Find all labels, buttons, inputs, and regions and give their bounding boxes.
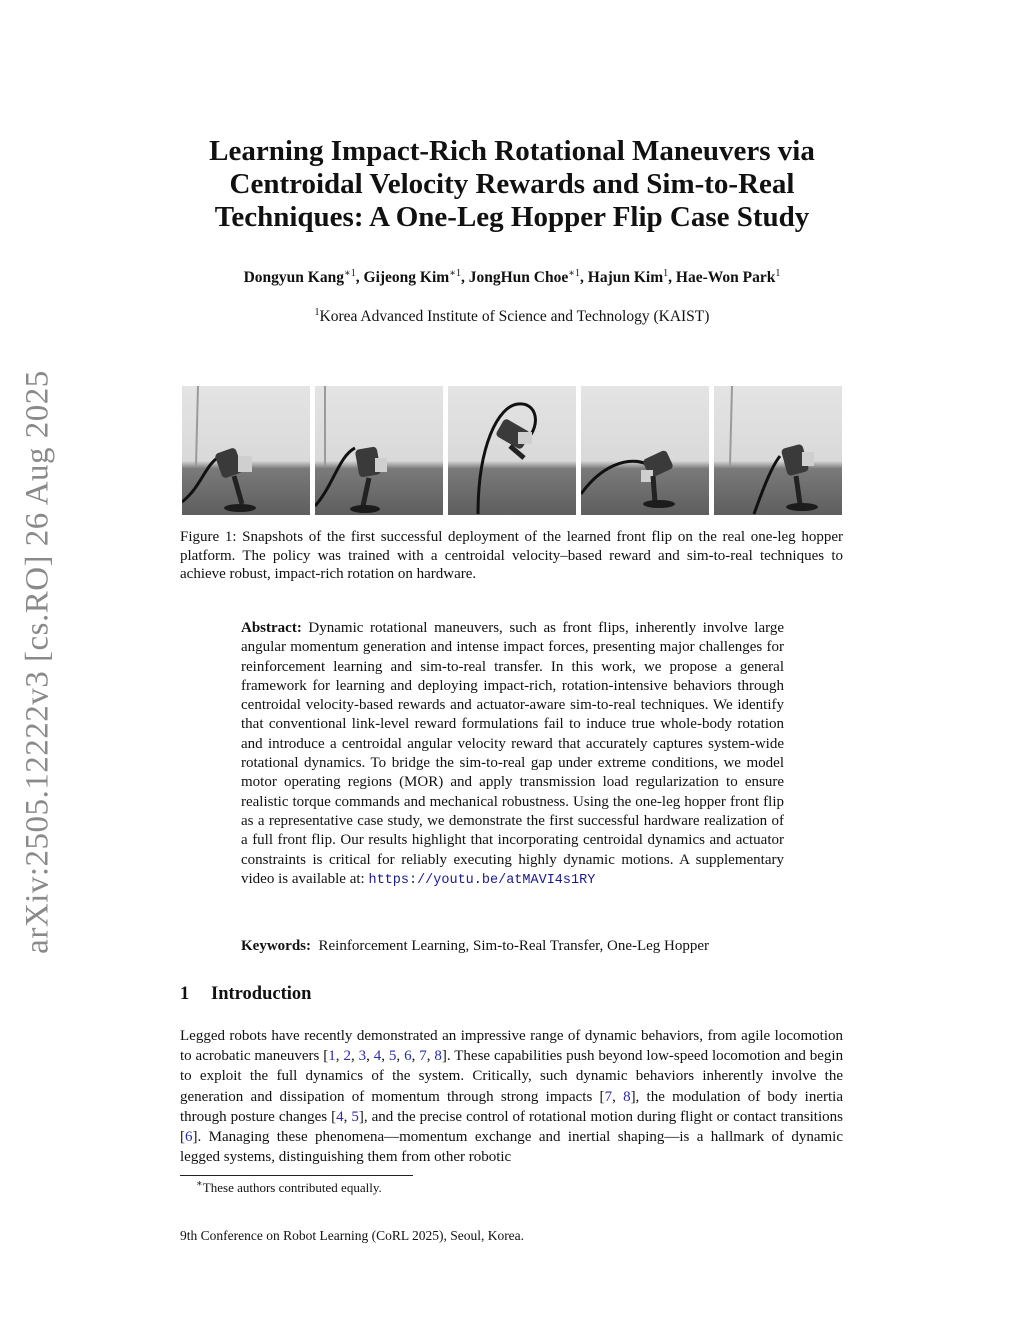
- arxiv-side-label: [8, 367, 68, 957]
- conference-note: 9th Conference on Robot Learning (CoRL 2025), Seoul, Korea.: [180, 1228, 525, 1243]
- citation-link[interactable]: 1: [328, 1048, 336, 1065]
- intro-paragraph: Legged robots have recently demonstrated an impressive range of dynamic behaviors, from agile locomotion to acrobatic maneuvers [1, 2, 3, 4, 5, 6, 7, 8]. These capabilities push beyond low-speed locomotion and begin to exploit the full dynamics of the system. Critically, such dynamic behaviors inherently involve the generation and dissipation of momentum through strong impacts [7, 8], the modulation of body inertia through posture changes [4, 5], and the precise control of rotational motion during flight or contact transitions [6]. Managing these phenomena—momentum exchange and inertial shaping—is a hallmark of dynamic legged systems, distinguishing them from other robotic: [180, 1028, 844, 1166]
- hopper-illustration: [714, 386, 842, 515]
- abstract: [241, 619, 784, 890]
- author: Gijeong Kim$^{∗1}$: [363, 267, 461, 286]
- footnote-rule: [180, 1175, 413, 1176]
- figure-photo-3: [448, 386, 576, 515]
- section-heading: [180, 982, 311, 1006]
- citation-link[interactable]: 5: [388, 1048, 397, 1065]
- paper-title: [150, 135, 874, 234]
- title-line: Learning Impact-Rich Rotational Maneuvers via: [209, 135, 815, 167]
- figure-photo-2: [315, 386, 443, 515]
- citation-link[interactable]: 6: [185, 1129, 193, 1146]
- hopper-illustration: [448, 386, 576, 515]
- figure-photo-4: [581, 386, 709, 515]
- figure-photo-5: [714, 386, 842, 515]
- author: Hajun Kim$^1$: [587, 267, 669, 286]
- citation-link[interactable]: 8: [623, 1088, 631, 1105]
- title-line: Techniques: A One-Leg Hopper Flip Case Study: [214, 201, 810, 233]
- section-number: 1: [180, 984, 190, 1004]
- citation-link[interactable]: 4: [336, 1108, 344, 1125]
- citation-link[interactable]: 5: [351, 1108, 359, 1125]
- abstract-text: Dynamic rotational maneuvers, such as front flips, inherently involve large angular momentum generation and intense impact forces, presenting major challenges for reinforcement learning and sim-to-real transfer. In this work, we propose a general framework for learning and deploying impact-rich, rotation-intensive behaviors through centroidal velocity-based rewards and actuator-aware sim-to-real techniques. We identify that conventional link-level reward formulations fail to induce true whole-body rotation and introduce a centroidal angular velocity reward that accurately captures system-wide rotational dynamics. To bridge the sim-to-real gap under extreme conditions, we model motor operating regions (MOR) and apply transmission load regularization to ensure realistic torque commands and mechanical robustness. Using the one-leg hopper front flip as a representative case study, we demonstrate the first successful hardware realization of a full front flip. Our results highlight that incorporating centroidal dynamics and actuator constraints is critical for reliably executing highly dynamic motions. A supplementary video is available at:: [241, 620, 785, 887]
- abstract-label: Abstract:: [241, 620, 302, 636]
- citation-link[interactable]: 3: [358, 1048, 367, 1065]
- section-title: Introduction: [211, 984, 312, 1004]
- video-link[interactable]: https://youtu.be/atMAVI4s1RY: [368, 872, 596, 888]
- keywords-text: Reinforcement Learning, Sim-to-Real Transfer, One-Leg Hopper: [318, 938, 710, 954]
- author-list: Dongyun Kang$^{∗1}$, Gijeong Kim$^{∗1}$, JongHun Choe$^{∗1}$, Hajun Kim$^1$, Hae-Won Park$^1$: [243, 267, 781, 286]
- author: Dongyun Kang$^{∗1}$: [243, 267, 356, 286]
- citation-link[interactable]: 6: [404, 1048, 412, 1065]
- author: Hae-Won Park$^1$: [675, 267, 781, 286]
- citation-link[interactable]: 2: [343, 1048, 351, 1065]
- citation-link[interactable]: 7: [419, 1048, 427, 1065]
- affiliation: $^1$Korea Advanced Institute of Science and Technology (KAIST): [314, 306, 710, 325]
- figure-photo-1: [182, 386, 310, 515]
- figure-caption: Figure 1: Snapshots of the first successful deployment of the learned front flip on the real one-leg hopper platform. The policy was trained with a centroidal velocity–based reward and sim-to-real techniques to achieve robust, impact-rich rotation on hardware.: [180, 529, 843, 582]
- title-line: Centroidal Velocity Rewards and Sim-to-Real: [229, 168, 795, 200]
- hopper-illustration: [182, 386, 310, 515]
- keywords: [241, 937, 784, 956]
- arxiv-id: arXiv:2505.12222v3 [cs.RO] 26 Aug 2025: [19, 370, 56, 954]
- footnote: ∗These authors contributed equally.: [196, 1178, 382, 1195]
- citation-link[interactable]: 7: [604, 1088, 613, 1105]
- citation-link[interactable]: 8: [434, 1048, 442, 1065]
- author: JongHun Choe$^{∗1}$: [468, 267, 581, 286]
- hopper-illustration: [581, 386, 709, 515]
- keywords-label: Keywords:: [241, 938, 311, 954]
- citation-link[interactable]: 4: [373, 1048, 382, 1065]
- hopper-illustration: [315, 386, 443, 515]
